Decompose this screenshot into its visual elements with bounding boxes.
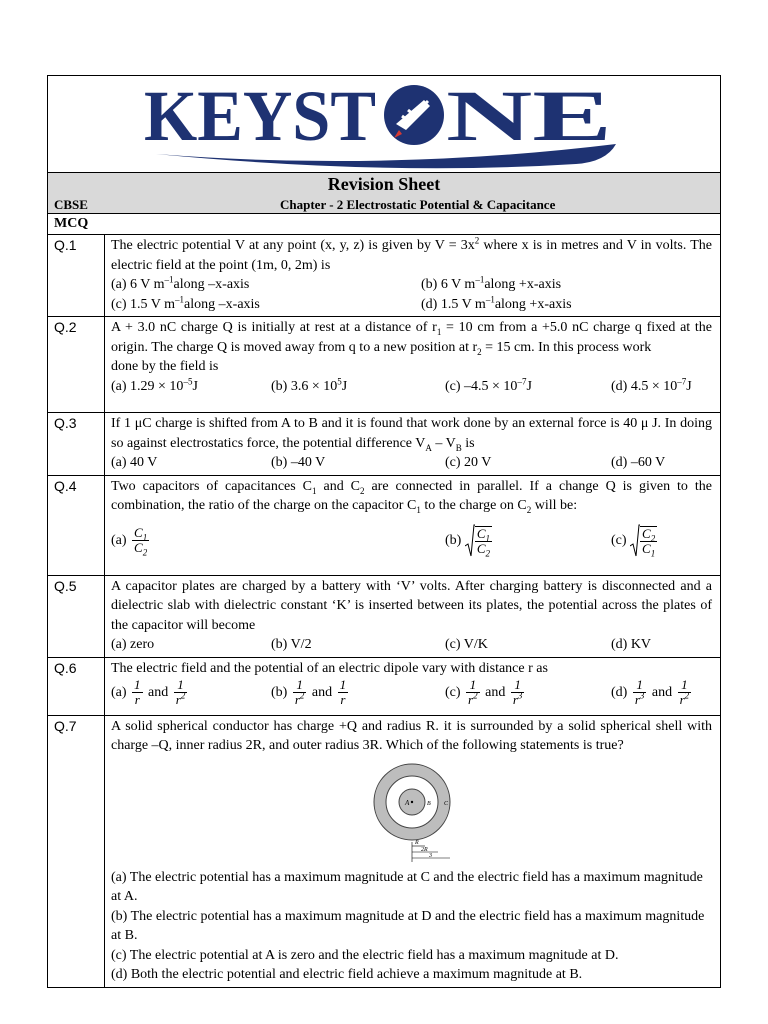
option-c: (c) The electric potential at A is zero and the electric field has a maximum magnitude at D.: [111, 947, 619, 963]
option-a: (a) 6 V $m^{-1}along$ –x-axis: [111, 274, 250, 292]
chapter-label: Chapter - 2 Electrostatic Potential & Capacitance: [280, 197, 556, 212]
question-row: [48, 413, 720, 476]
question-number: Q.4: [48, 475, 105, 575]
question-text: Two capacitors of capacitances $C_1$ and $C_2$ are connected in parallel. If a change Q is given to the combination, the ratio of the charge on the capacitor $C_1$ to the charge on $C_2$ will be:: [111, 478, 712, 515]
question-text-cont: done by the field is: [111, 359, 219, 374]
option-a: (a) $1.29 \times 10^{-5}J$: [111, 375, 198, 394]
options-row: [111, 377, 712, 397]
question-number: Q.2: [48, 317, 105, 413]
sheet-header: [48, 173, 720, 214]
options-row: [111, 295, 712, 315]
option-d: (d) $4.5 \times 10^{-7}J$: [611, 375, 692, 394]
fraction-1-r3: $\frac{1}{r^3}$: [512, 677, 523, 707]
logo-o-emblem: [384, 85, 444, 145]
question-text: The electric field and the potential of an electric dipole vary with distance r as: [111, 660, 548, 676]
concentric-spheres-diagram: [357, 762, 467, 866]
question-number: Q.7: [48, 715, 105, 987]
question-text: If 1 μC charge is shifted from A to B and it is found that work done by an external force is 40 μ J. In doing so against electrostatics force, the potential difference $V_A - V_B$ is: [111, 416, 712, 453]
section-label: MCQ: [48, 214, 720, 235]
fraction-1-r: $\frac{1}{r}$: [339, 677, 347, 707]
question-text: A capacitor plates are charged by a battery with ‘V’ volts. After charging battery is disconnected and a dielectric slab with dielectric constant ‘K’ is inserted between its plates, the potential across the plates of the capacitor will become: [111, 578, 712, 633]
sheet-title: Revision Sheet: [327, 174, 441, 194]
option-a: (a) 40 V: [111, 455, 158, 470]
fraction-1-r2: $\frac{1}{r^2}$: [468, 677, 478, 707]
question-row: [48, 575, 720, 657]
options-row: [111, 275, 712, 295]
sqrt-icon: [465, 524, 475, 558]
option-b: (b) The electric potential has a maximum magnitude at D and the electric field has a maximum magnitude at B.: [111, 908, 705, 943]
fraction-c1-c2: $\frac{C_1}{C_2}$: [134, 525, 148, 558]
option-b: (b) $\frac{1}{r^2}$ and $\frac{1}{r}$: [271, 677, 347, 707]
option-b: (b) V/2: [271, 637, 312, 652]
logo-swoosh: [136, 142, 636, 170]
fraction-c2-c1: $\frac{C_2}{C_1}$: [642, 525, 656, 559]
radius-2r-label: 2R: [420, 846, 428, 853]
fraction-1-r2: $\frac{1}{r^2}$: [175, 677, 186, 707]
option-d: (d) Both the electric potential and electric field achieve a maximum magnitude at B.: [111, 967, 583, 982]
option-c: (c) $-4.5 \times 10^{-7}J$: [445, 375, 532, 394]
question-row: [48, 475, 720, 575]
question-number: Q.3: [48, 413, 105, 476]
question-body: [105, 657, 721, 715]
logo-cell: [48, 76, 720, 173]
options-row: [111, 678, 712, 707]
question-text: A + 3.0 nC charge Q is initially at rest at a distance of $r_1 = 10$ cm from a +5.0 nC charge q fixed at the origin. The charge Q is moved away from q to a new position at $r_2 = 15$ cm. In this process work: [111, 320, 713, 357]
sqrt-icon: [630, 524, 640, 558]
logo-wordmark: [144, 80, 614, 150]
spheres-figure: [111, 756, 712, 868]
question-number: Q.1: [48, 235, 105, 317]
logo-text-right: NE: [446, 80, 612, 150]
option-d: (d) 1.5 V $m^{-1}along$ +x-axis: [421, 293, 572, 312]
fraction-1-r2: $\frac{1}{r^2}$: [679, 677, 690, 707]
radius-r-label: R: [414, 839, 419, 846]
question-body: [105, 235, 721, 317]
options-row: [111, 635, 712, 655]
fraction-1-r3: $\frac{1}{r^3}$: [634, 677, 645, 707]
questions-table: [48, 235, 720, 987]
question-body: [105, 317, 721, 413]
point-c-label: C: [443, 800, 448, 807]
option-a: (a) $\frac{1}{r}$ and $\frac{1}{r^2}$: [111, 677, 186, 707]
question-text: The electric potential V at any point (x, y, z) is given by $V = 3x^2$ where x is in metres and V in volts. The electric field at the point (1m, 0, 2m) is: [111, 235, 712, 273]
option-a: (a) zero: [111, 637, 155, 652]
option-d: (d) KV: [611, 637, 652, 652]
option-b: (b) $\frac{C_1}{C_2}$: [445, 525, 490, 559]
fraction-1-r2: $\frac{1}{r^2}$: [294, 677, 305, 707]
keystone-logo: [136, 78, 636, 170]
option-c: (c) $\frac{1}{r^2}$ and $\frac{1}{r^3}$: [445, 677, 523, 707]
option-b: (b) $3.6 \times 10^5J$: [271, 375, 348, 394]
fraction-1-r: $\frac{1}{r}$: [134, 677, 141, 707]
option-a: (a) $\frac{C_1}{C_2}$: [111, 525, 148, 558]
question-number: Q.5: [48, 575, 105, 657]
question-row: [48, 657, 720, 715]
question-text: A solid spherical conductor has charge +Q and radius R. it is surrounded by a solid spherical shell with charge –Q, inner radius 2R, and outer radius 3R. Which of the following statements is true?: [111, 718, 712, 753]
question-body: [105, 715, 721, 987]
question-body: [105, 475, 721, 575]
option-c: (c) 20 V: [445, 455, 492, 470]
question-number: Q.6: [48, 657, 105, 715]
option-d: (d) $\frac{1}{r^3}$ and $\frac{1}{r^2}$: [611, 677, 690, 707]
logo-text-left: KEYST: [144, 80, 376, 150]
question-row: [48, 715, 720, 987]
point-b-label: B: [426, 800, 431, 807]
radius-3r-label: 3: [428, 852, 432, 859]
fraction-c1-c2: $\frac{C_1}{C_2}$: [476, 525, 490, 559]
options-row: [111, 453, 712, 473]
option-c: (c) 1.5 V $m^{-1}along$ –x-axis: [111, 293, 260, 312]
question-row: [48, 317, 720, 413]
option-a: (a) The electric potential has a maximum magnitude at C and the electric field has a maximum magnitude at A.: [111, 869, 703, 904]
revision-sheet: [47, 75, 721, 988]
board-label: CBSE: [54, 197, 88, 212]
option-c: (c) $\frac{C_2}{C_1}$: [611, 525, 656, 559]
option-d: (d) –60 V: [611, 455, 666, 470]
question-row: [48, 235, 720, 317]
point-a-label: A: [404, 798, 409, 807]
option-b: (b) 6 V $m^{-1}along$ +x-axis: [421, 274, 562, 292]
option-b: (b) –40 V: [271, 455, 326, 470]
question-body: [105, 413, 721, 476]
option-c: (c) V/K: [445, 637, 488, 652]
options-row: [111, 524, 712, 558]
question-body: [105, 575, 721, 657]
